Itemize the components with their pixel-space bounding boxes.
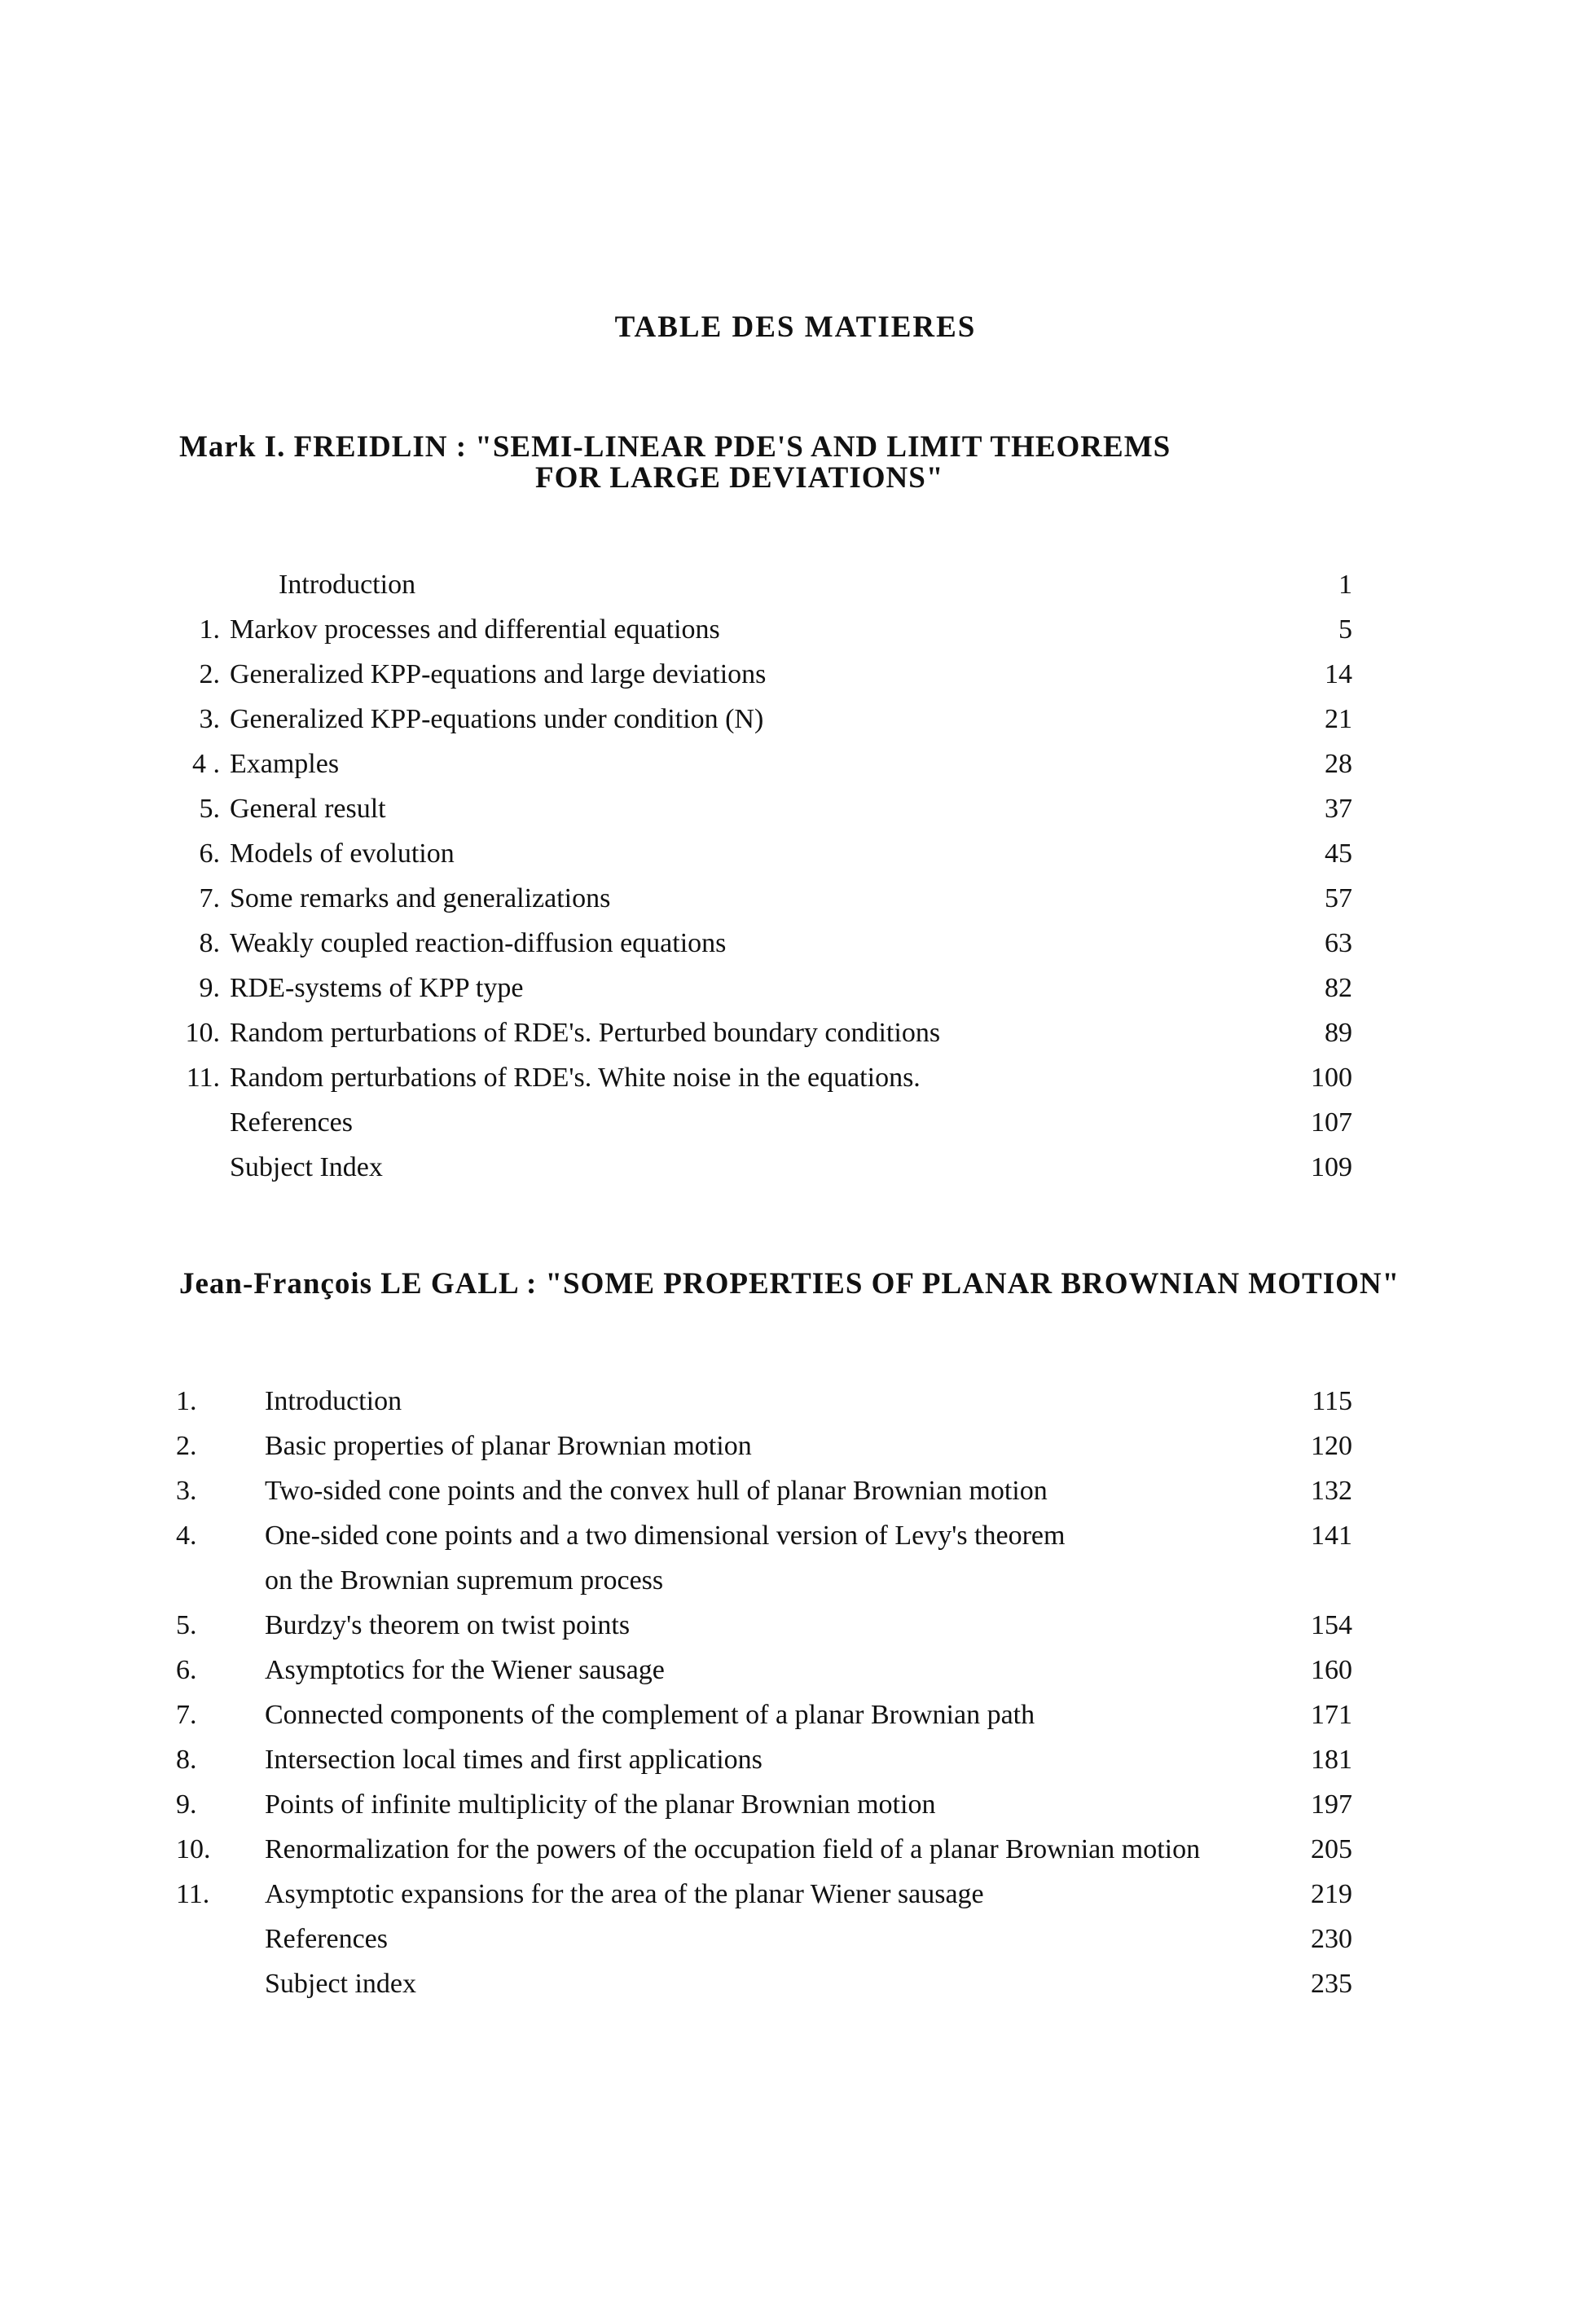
toc-entry-number: 9. xyxy=(199,973,220,1003)
toc-entry-number: 11. xyxy=(186,1063,220,1093)
toc-entry-title: Introduction xyxy=(279,570,416,600)
toc-entry[interactable] xyxy=(163,1737,1352,1782)
toc-entry-page: 120 xyxy=(1311,1431,1352,1461)
toc-entry-title: Random perturbations of RDE's. Perturbed boundary conditions xyxy=(230,1018,941,1048)
toc-entry[interactable] xyxy=(163,1100,1352,1145)
toc-entry-page: 21 xyxy=(1325,704,1352,734)
toc-entry-title: Markov processes and differential equations xyxy=(230,614,720,645)
toc-entry[interactable] xyxy=(163,1917,1352,1961)
toc-entry-title: Basic properties of planar Brownian motion xyxy=(265,1431,752,1461)
toc-entry[interactable] xyxy=(163,1145,1352,1190)
toc-entry-page: 5 xyxy=(1338,614,1352,645)
toc-entry-number: 10. xyxy=(176,1834,211,1864)
toc-entry-page: 132 xyxy=(1311,1476,1352,1506)
toc-entry-page: 235 xyxy=(1311,1969,1352,1999)
toc-entry-title: Random perturbations of RDE's. White noise in the equations. xyxy=(230,1063,921,1093)
toc-entry-title: RDE-systems of KPP type xyxy=(230,973,524,1003)
toc-entry-title: Weakly coupled reaction-diffusion equations xyxy=(230,928,727,958)
toc-entry-number: 1. xyxy=(199,614,220,645)
toc-entry-number: 10. xyxy=(185,1018,220,1048)
toc-entry-title: Asymptotic expansions for the area of the planar Wiener sausage xyxy=(265,1879,984,1909)
toc-entry-title: Two-sided cone points and the convex hull of planar Brownian motion xyxy=(265,1476,1048,1506)
toc-entry-number: 9. xyxy=(176,1789,197,1820)
toc-entry-page: 154 xyxy=(1311,1610,1352,1640)
toc-entry[interactable] xyxy=(163,1513,1352,1558)
toc-entry[interactable] xyxy=(163,1872,1352,1917)
toc-entry[interactable] xyxy=(163,607,1352,652)
toc-entry-page: 100 xyxy=(1311,1063,1352,1093)
toc-entry-number: 4. xyxy=(176,1521,197,1551)
toc-entry-number: 4 . xyxy=(192,749,220,779)
toc-entry[interactable] xyxy=(163,921,1352,966)
toc-entry[interactable] xyxy=(163,1010,1352,1055)
toc-entry-number: 3. xyxy=(176,1476,197,1506)
section-heading-le-gall: Jean-François LE GALL : "SOME PROPERTIES OF PLANAR BROWNIAN MOTION" xyxy=(179,1267,1400,1301)
toc-entry-number: 7. xyxy=(176,1700,197,1730)
toc-entry-page: 160 xyxy=(1311,1655,1352,1685)
toc-entry-title: Generalized KPP-equations under condition (N) xyxy=(230,704,764,734)
toc-entry[interactable] xyxy=(163,652,1352,697)
toc-entry-number: 1. xyxy=(176,1386,197,1416)
toc-entry-page: 230 xyxy=(1311,1924,1352,1954)
toc-list-le-gall xyxy=(163,1379,1352,2006)
toc-entry-number: 6. xyxy=(176,1655,197,1685)
toc-entry-page: 181 xyxy=(1311,1745,1352,1775)
section-heading-line2: FOR LARGE DEVIATIONS" xyxy=(535,461,944,495)
toc-entry-title: Burdzy's theorem on twist points xyxy=(265,1610,631,1640)
toc-entry-continuation xyxy=(163,1558,1352,1603)
toc-entry-number: 8. xyxy=(199,928,220,958)
toc-entry-title: References xyxy=(265,1924,389,1954)
toc-list-freidlin xyxy=(163,562,1352,1190)
toc-entry-page: 171 xyxy=(1311,1700,1352,1730)
toc-entry-title: Intersection local times and first applications xyxy=(265,1745,763,1775)
toc-entry-page: 205 xyxy=(1311,1834,1352,1864)
toc-entry[interactable] xyxy=(163,697,1352,742)
toc-entry-page: 14 xyxy=(1325,659,1352,689)
toc-entry-number: 2. xyxy=(199,659,220,689)
toc-entry-page: 63 xyxy=(1325,928,1352,958)
toc-entry[interactable] xyxy=(163,1424,1352,1468)
toc-entry-title: Generalized KPP-equations and large deviations xyxy=(230,659,767,689)
toc-entry-title: Subject index xyxy=(265,1969,417,1999)
toc-entry-title: Points of infinite multiplicity of the planar Brownian motion xyxy=(265,1789,936,1820)
toc-entry-title: One-sided cone points and a two dimensional version of Levy's theorem xyxy=(265,1521,1066,1551)
toc-entry-page: 109 xyxy=(1311,1152,1352,1182)
toc-entry-page: 57 xyxy=(1325,883,1352,913)
toc-entry[interactable] xyxy=(163,1827,1352,1872)
toc-entry-title: Some remarks and generalizations xyxy=(230,883,611,913)
section-heading-freidlin xyxy=(179,432,1171,494)
toc-entry[interactable] xyxy=(163,786,1352,831)
toc-entry-number: 11. xyxy=(176,1879,210,1909)
page-title: TABLE DES MATIERES xyxy=(614,310,977,344)
toc-entry-page: 1 xyxy=(1338,570,1352,600)
toc-entry[interactable] xyxy=(163,1379,1352,1424)
toc-entry-page: 219 xyxy=(1311,1879,1352,1909)
toc-entry[interactable] xyxy=(163,562,1352,607)
toc-entry-page: 37 xyxy=(1325,794,1352,824)
toc-entry-page: 82 xyxy=(1325,973,1352,1003)
toc-entry[interactable] xyxy=(163,1961,1352,2006)
toc-entry-title: General result xyxy=(230,794,386,824)
toc-entry[interactable] xyxy=(163,1692,1352,1737)
toc-entry[interactable] xyxy=(163,876,1352,921)
toc-entry[interactable] xyxy=(163,1782,1352,1827)
section-heading-line1: Mark I. FREIDLIN : "SEMI-LINEAR PDE'S AND LIMIT THEOREMS xyxy=(179,430,1171,464)
toc-entry-number: 8. xyxy=(176,1745,197,1775)
toc-entry[interactable] xyxy=(163,1468,1352,1513)
toc-entry-page: 89 xyxy=(1325,1018,1352,1048)
toc-entry-page: 28 xyxy=(1325,749,1352,779)
toc-entry[interactable] xyxy=(163,1648,1352,1692)
toc-entry-number: 3. xyxy=(199,704,220,734)
toc-entry[interactable] xyxy=(163,831,1352,876)
toc-entry-number: 6. xyxy=(199,838,220,869)
toc-entry[interactable] xyxy=(163,966,1352,1010)
toc-entry-page: 141 xyxy=(1311,1521,1352,1551)
toc-entry-title: Connected components of the complement of a planar Brownian path xyxy=(265,1700,1035,1730)
toc-entry-title: Examples xyxy=(230,749,340,779)
toc-entry-page: 45 xyxy=(1325,838,1352,869)
toc-entry-number: 5. xyxy=(176,1610,197,1640)
toc-entry-title: Subject Index xyxy=(230,1152,383,1182)
toc-entry-title: References xyxy=(230,1107,354,1138)
toc-entry-title: Renormalization for the powers of the occupation field of a planar Brownian motion xyxy=(265,1834,1201,1864)
toc-entry-page: 115 xyxy=(1312,1386,1352,1416)
toc-entry-number: 2. xyxy=(176,1431,197,1461)
toc-entry[interactable] xyxy=(163,1603,1352,1648)
toc-entry-number: 7. xyxy=(199,883,220,913)
toc-entry-title: Asymptotics for the Wiener sausage xyxy=(265,1655,665,1685)
toc-entry-page: 107 xyxy=(1311,1107,1352,1138)
toc-entry-page: 197 xyxy=(1311,1789,1352,1820)
toc-entry[interactable] xyxy=(163,742,1352,786)
toc-entry-title: Introduction xyxy=(265,1386,402,1416)
toc-entry-title: on the Brownian supremum process xyxy=(265,1565,664,1596)
toc-entry-number: 5. xyxy=(199,794,220,824)
toc-entry-title: Models of evolution xyxy=(230,838,455,869)
toc-entry[interactable] xyxy=(163,1055,1352,1100)
